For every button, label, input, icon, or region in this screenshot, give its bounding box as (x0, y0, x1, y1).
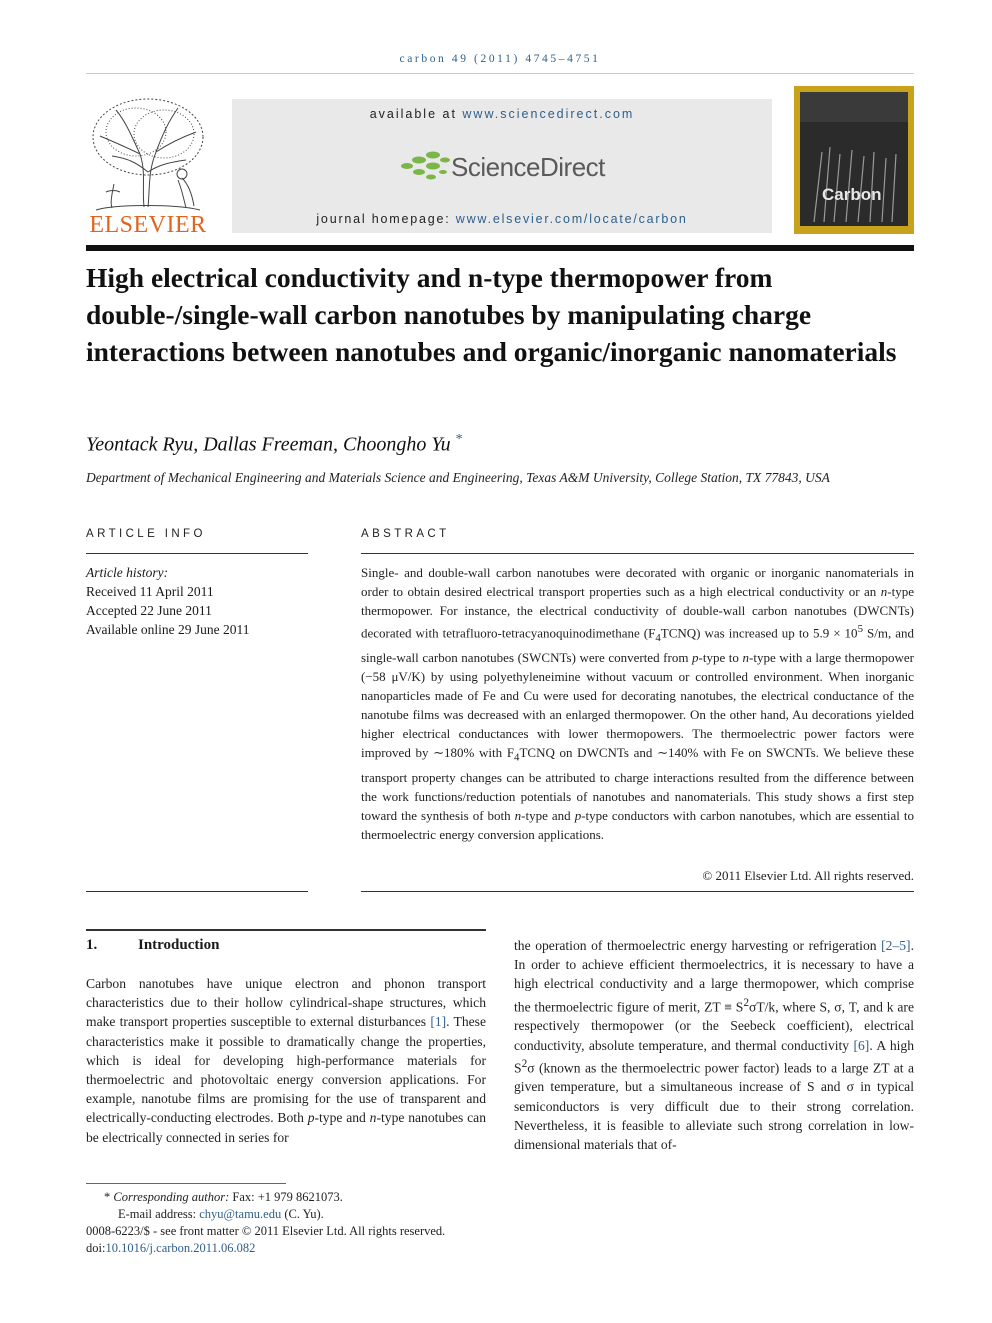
article-title: High electrical conductivity and n-type thermopower from double-/single-wall carbon nanotubes by manipulating charge interactions between nanotubes and organic/inorganic nanomaterials (86, 262, 897, 367)
article-info-bottom-rule (86, 891, 308, 892)
citation-2-5[interactable]: [2–5] (881, 938, 911, 953)
abstract-heading: ABSTRACT (361, 528, 450, 540)
citation-1[interactable]: [1] (430, 1014, 447, 1030)
author-email-link[interactable]: chyu@tamu.edu (199, 1207, 282, 1221)
history-label: Article history: (86, 565, 169, 580)
cover-title: Carbon (822, 185, 882, 204)
section-heading-introduction (86, 937, 219, 954)
abstract-rule (361, 553, 914, 554)
cover-nanotube-graphic (800, 92, 908, 226)
affiliation: Department of Mechanical Engineering and Materials Science and Engineering, Texas A&M University, College Station, TX 77843, USA (86, 470, 830, 485)
intro-left-column: Carbon nanotubes have unique electron and phonon transport characteristics due to their hollow cylindrical-shape structures, which make transport properties susceptible to external disturbances [1]. These characteristics make it possible to dramatically change the properties, which is ideal for developing high-performance materials for thermoelectric and photovoltaic energy conversion applications. For example, nanotube films are promising for the use of transparent and electrically-conducting electrodes. Both p-type and n-type nanotubes can be electrically connected in series for (86, 976, 487, 1145)
doi-link[interactable]: 10.1016/j.carbon.2011.06.082 (105, 1241, 256, 1255)
author-names: Yeontack Ryu, Dallas Freeman, Choongho Yu (86, 433, 451, 456)
available-at-label: available at (369, 107, 463, 121)
sciencedirect-wordmark: ScienceDirect (451, 152, 605, 182)
journal-cover-image[interactable] (794, 86, 914, 234)
abstract-copyright: © 2011 Elsevier Ltd. All rights reserved. (702, 868, 914, 883)
journal-homepage-link[interactable]: www.elsevier.com/locate/carbon (455, 212, 688, 226)
homepage-label: journal homepage: (316, 212, 456, 226)
journal-homepage-line (232, 212, 772, 226)
article-info-rule (86, 553, 308, 554)
intro-right-column: the operation of thermoelectric energy harvesting or refrigeration [2–5]. In order to achieve efficient thermoelectrics, it is necessary to have a high electrical conductivity and a large thermopower, which comprise the thermoelectric figure of merit, ZT ≡ $S^2\sigma T/k$, where S, σ, T, and k are respectively thermopower (or the Seebeck coefficient), electrical conductivity, absolute temperature, and thermal conductivity [6]. A high $S^2\sigma$ (known as the thermoelectric power factor) leads to a large ZT at a given temperature, but a simultaneous increase of S and σ in typical semiconductors is very difficult due to their strong correlation. Nevertheless, it is feasible to alleviate such strong correlation in low-dimensional materials that of- (514, 938, 914, 1153)
issn-line: 0008-6223/$ - see front matter © 2011 Elsevier Ltd. All rights reserved. (86, 1224, 446, 1238)
abstract-text: Single- and double-wall carbon nanotubes were decorated with organic or inorganic nanomaterials in order to obtain desired electrical transport properties such as a high electrical conductivity or an n-type thermopower. For instance, the electrical conductivity of double-wall carbon nanotubes (DWCNTs) decorated with tetrafluoro-tetracyanoquinodimethane $(F_4TCNQ)$ was increased up to $5.9 \times 10^5$ S/m, and single-wall carbon nanotubes (SWCNTs) were converted from p-type to n-type with a large thermopower (−58 μV/K) by using polyethyleneimine without vacuum or controlled environment. When inorganic nanoparticles made of Fe and Cu were used for decorating nanotubes, the electrical conductance of the nanotube films was decreased with an enlarged thermopower. On the other hand, Au decorations yielded higher electrical conductances with lower thermopowers. The thermoelectric power factors were improved by ∼180% with $F_4TCNQ$ on DWCNTs and ∼140% with Fe on SWCNTs. We believe these transport property changes can be attributed to charge interactions resulted from the difference between the work functions/reduction potentials of nanotubes and nanomaterials. This study shows a first step toward the synthesis of both n-type and p-type conductors with carbon nanotubes, which are essential to thermoelectric energy conversion applications. (361, 565, 915, 842)
online-date: Available online 29 June 2011 (86, 622, 250, 637)
section-title: Introduction (138, 937, 220, 953)
citation-6[interactable]: [6] (853, 1037, 870, 1053)
running-head: carbon 49 (2011) 4745–4751 (399, 53, 601, 65)
corresponding-author-note: * Corresponding author: Fax: +1 979 8621073. (104, 1190, 343, 1204)
section-number: 1. (86, 937, 98, 953)
article-history (86, 563, 316, 639)
header-rule (86, 245, 914, 251)
cover-artwork (800, 92, 908, 226)
corresponding-author-mark[interactable]: * (455, 432, 463, 447)
accepted-date: Accepted 22 June 2011 (86, 603, 212, 618)
elsevier-wordmark: ELSEVIER (89, 212, 207, 238)
footnote-rule (86, 1183, 286, 1184)
email-note: E-mail address: chyu@tamu.edu (C. Yu). (118, 1207, 324, 1221)
author-list (86, 432, 463, 457)
available-at-line (232, 107, 772, 121)
sciencedirect-link[interactable]: www.sciencedirect.com (462, 107, 635, 121)
abstract-bottom-rule (361, 891, 914, 892)
intro-rule (86, 929, 486, 931)
doi-line: doi:10.1016/j.carbon.2011.06.082 (86, 1241, 256, 1255)
footnotes (86, 1189, 566, 1257)
received-date: Received 11 April 2011 (86, 584, 214, 599)
running-head-rule (86, 73, 914, 74)
article-info-heading: ARTICLE INFO (86, 528, 206, 540)
